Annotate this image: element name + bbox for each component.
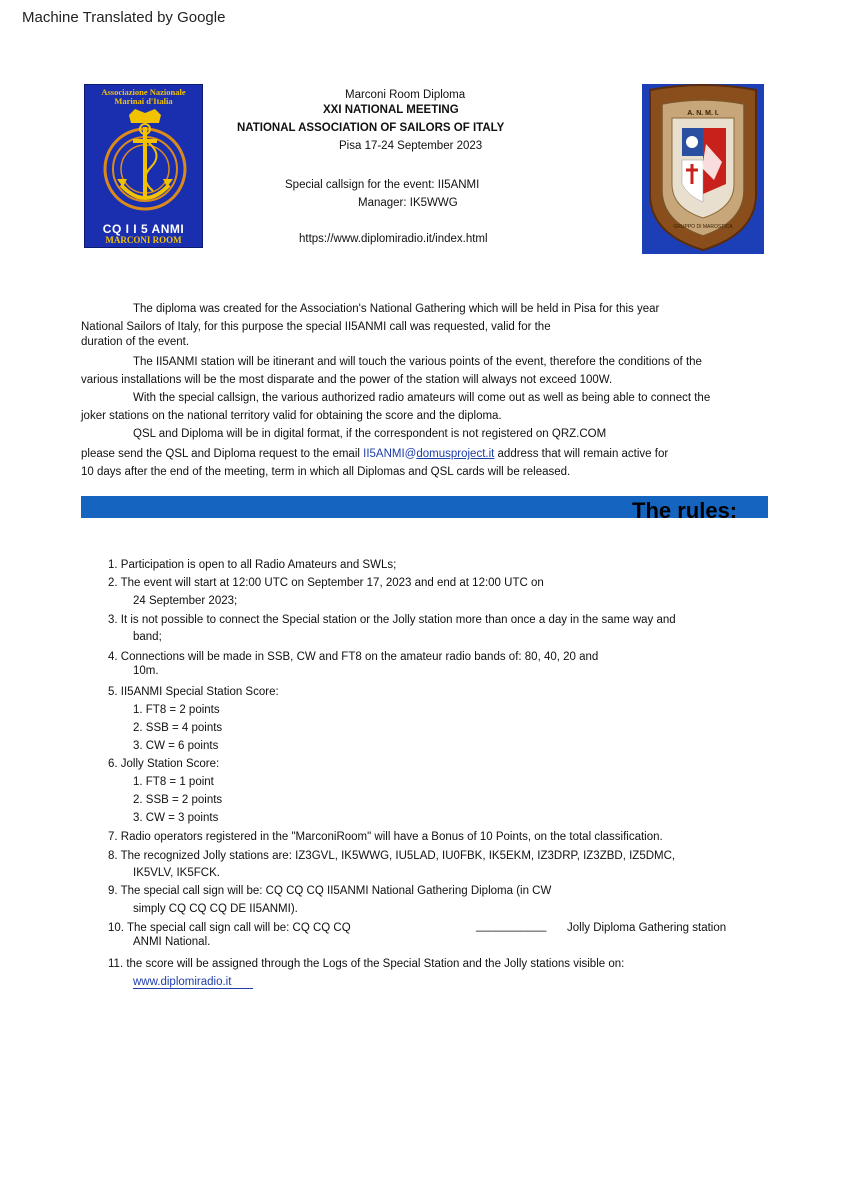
rule-10-blank: ___________ [476,920,547,932]
rule-2-line1: 2. The event will start at 12:00 UTC on September 17, 2023 and end at 12:00 UTC on [108,577,544,589]
rule-9-line2: simply CQ CQ CQ DE II5ANMI). [133,903,298,915]
rule-5-item-3: 3. CW = 6 points [133,740,219,752]
crest-bottom-text: GRUPPO DI MAROSTICA [673,224,733,230]
email-part-1[interactable]: II5ANMI@ [363,448,417,460]
rule-1: 1. Participation is open to all Radio Amateurs and SWLs; [108,559,397,571]
rule-5: 5. II5ANMI Special Station Score: [108,686,279,698]
rules-title: The rules: [632,498,738,523]
intro-p2-line2: various installations will be the most disparate and the power of the station will always not exceed 100W. [81,374,613,386]
machine-translation-banner: Machine Translated by Google [22,9,226,26]
rule-8-line1: 8. The recognized Jolly stations are: IZ3GVL, IK5WWG, IU5LAD, IU0FBK, IK5EKM, IZ3DRP, IZ3ZBD, IZ5DMC, [108,850,676,862]
logo-left-marconi-room: MARCONI ROOM [105,235,182,245]
intro-p4-text-a: please send the QSL and Diploma request to the email [81,448,364,460]
rule-2-line2: 24 September 2023; [133,595,238,607]
intro-p4-line2 [81,445,668,463]
logo-left-callsign: CQ I I 5 ANMI [102,222,185,236]
website-url[interactable]: https://www.diplomiradio.it/index.html [299,233,488,245]
intro-p1-line2: National Sailors of Italy, for this purpose the special II5ANMI call was requested, valid for the [81,321,551,333]
diplomiradio-link[interactable]: www.diplomiradio.it [133,976,253,989]
anchor-emblem-icon [99,107,191,219]
rule-10-suffix: Jolly Diploma Gathering station [567,922,727,934]
rule-7: 7. Radio operators registered in the "MarconiRoom" will have a Bonus of 10 Points, on the total classification. [108,831,663,843]
association-title: NATIONAL ASSOCIATION OF SAILORS OF ITALY [237,122,505,134]
rule-3-line2: band; [133,631,162,643]
crest-top-text: A. N. M. I. [687,110,719,117]
intro-p3-line1: With the special callsign, the various authorized radio amateurs will come out as well as being able to connect the [133,392,711,404]
rule-6-item-1: 1. FT8 = 1 point [133,776,214,788]
rule-5-item-2: 2. SSB = 4 points [133,722,223,734]
rule-6-item-2: 2. SSB = 2 points [133,794,223,806]
meeting-title: XXI NATIONAL MEETING [323,104,459,116]
anmi-marconi-room-logo [84,84,203,248]
rule-6-item-3: 3. CW = 3 points [133,812,219,824]
rule-4-line2: 10m. [133,665,159,677]
rule-4-line1: 4. Connections will be made in SSB, CW and FT8 on the amateur radio bands of: 80, 40, 20 and [108,651,599,663]
email-link[interactable]: domusproject.it [416,448,495,460]
logo-left-text-2: Marinai d'Italia [114,96,173,106]
diploma-name: Marconi Room Diploma [345,89,466,101]
intro-p4-line3: 10 days after the end of the meeting, term in which all Diplomas and QSL cards will be released. [81,466,571,478]
intro-p4-line1: QSL and Diploma will be in digital format, if the correspondent is not registered on QRZ.COM [133,428,607,440]
event-dates: Pisa 17-24 September 2023 [339,140,483,152]
rule-10-line1: 10. The special call sign call will be: CQ CQ CQ [108,922,351,934]
rule-9-line1: 9. The special call sign will be: CQ CQ CQ II5ANMI National Gathering Diploma (in CW [108,885,552,897]
rule-5-item-1: 1. FT8 = 2 points [133,704,220,716]
intro-p3-line2: joker stations on the national territory valid for obtaining the score and the diploma. [81,410,502,422]
anmi-crest-logo [642,84,764,254]
rule-8-line2: IK5VLV, IK5FCK. [133,867,220,879]
logo-left-text-1: Associazione Nazionale [101,87,186,97]
intro-p2-line1: The II5ANMI station will be itinerant and will touch the various points of the event, therefore the conditions of the [133,356,702,368]
rule-10-line2: ANMI National. [133,936,211,948]
special-callsign: Special callsign for the event: II5ANMI [285,179,480,191]
manager: Manager: IK5WWG [358,197,458,209]
rule-11-line1: 11. the score will be assigned through the Logs of the Special Station and the Jolly stations visible on: [108,958,625,970]
intro-p4-text-b: address that will remain active for [494,448,669,460]
rule-6: 6. Jolly Station Score: [108,758,220,770]
intro-p1-line3: duration of the event. [81,336,190,348]
rule-3-line1: 3. It is not possible to connect the Special station or the Jolly station more than once a day in the same way and [108,614,676,626]
intro-p1-line1: The diploma was created for the Association's National Gathering which will be held in Pisa for this year [133,303,660,315]
